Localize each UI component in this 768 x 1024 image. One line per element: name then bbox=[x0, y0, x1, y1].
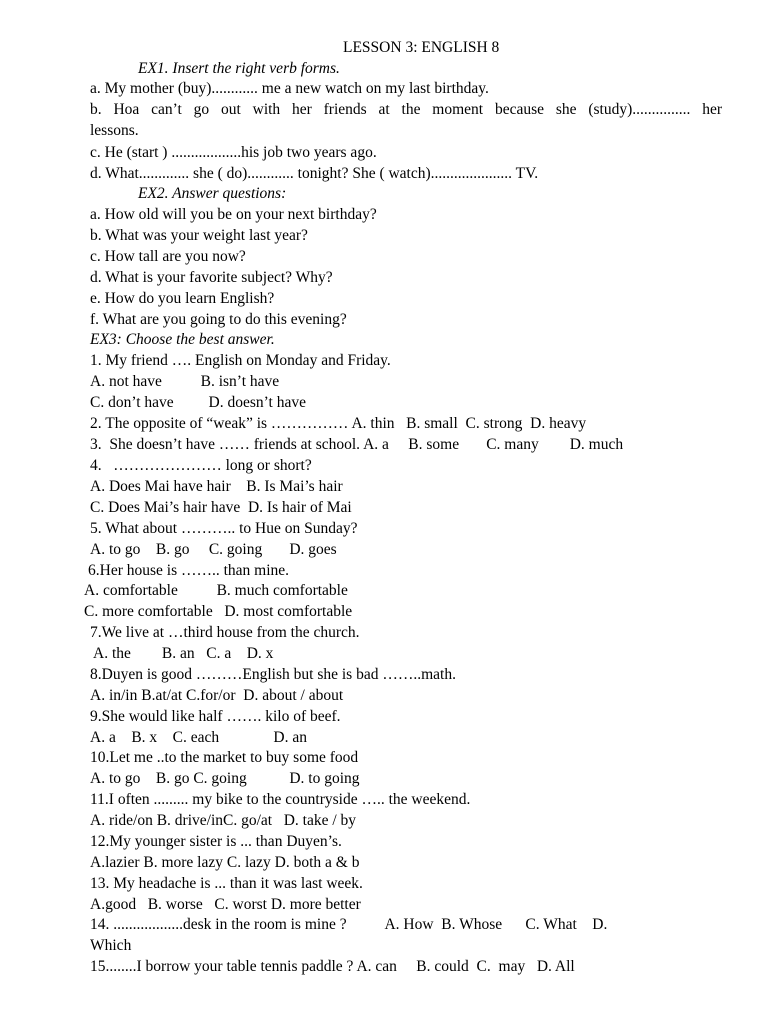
ex3-q4-options-cd: C. Does Mai’s hair have D. Is hair of Mai bbox=[90, 499, 352, 516]
ex3-q10: 10.Let me ..to the market to buy some food bbox=[90, 749, 359, 766]
ex3-q6-options-cd: C. more comfortable D. most comfortable bbox=[84, 603, 353, 620]
ex3-q8: 8.Duyen is good ………English but she is bad ……..math. bbox=[90, 666, 456, 683]
ex3-q13-options: A.good B. worse C. worst D. more better bbox=[90, 896, 361, 913]
ex3-q11-options: A. ride/on B. drive/inC. go/at D. take / by bbox=[90, 812, 357, 829]
ex3-q15: 15........I borrow your table tennis paddle ? A. can B. could C. may D. All bbox=[90, 958, 575, 975]
ex1-item-b-line1: b. Hoa can’t go out with her friends at the moment because she (study)............... her bbox=[90, 101, 722, 118]
lesson-title: LESSON 3: ENGLISH 8 bbox=[343, 39, 500, 56]
ex3-q7-options: A. the B. an C. a D. x bbox=[90, 645, 274, 662]
ex3-q5: 5. What about ……….. to Hue on Sunday? bbox=[90, 520, 358, 537]
ex3-q12-options: A.lazier B. more lazy C. lazy D. both a & b bbox=[90, 854, 360, 871]
ex3-q6: 6.Her house is …….. than mine. bbox=[88, 562, 290, 579]
ex3-q9: 9.She would like half ……. kilo of beef. bbox=[90, 708, 341, 725]
ex3-q1-options-cd: C. don’t have D. doesn’t have bbox=[90, 394, 306, 411]
ex3-q6-options-ab: A. comfortable B. much comfortable bbox=[84, 582, 348, 599]
ex3-q5-options: A. to go B. go C. going D. goes bbox=[90, 541, 337, 558]
ex3-q7: 7.We live at …third house from the church. bbox=[90, 624, 360, 641]
ex2-item-a: a. How old will you be on your next birthday? bbox=[90, 206, 377, 223]
ex1-item-b-line2: lessons. bbox=[90, 122, 139, 139]
ex2-item-b: b. What was your weight last year? bbox=[90, 227, 308, 244]
ex3-q9-options: A. a B. x C. each D. an bbox=[90, 729, 307, 746]
ex3-q3: 3. She doesn’t have …… friends at school. A. a B. some C. many D. much bbox=[90, 436, 624, 453]
ex2-item-d: d. What is your favorite subject? Why? bbox=[90, 269, 333, 286]
ex3-q12: 12.My younger sister is ... than Duyen’s. bbox=[90, 833, 342, 850]
ex2-item-c: c. How tall are you now? bbox=[90, 248, 246, 265]
ex2-item-f: f. What are you going to do this evening? bbox=[90, 311, 347, 328]
ex3-q1-options-ab: A. not have B. isn’t have bbox=[90, 373, 280, 390]
ex1-item-d: d. What............. she ( do)............ tonight? She ( watch)..................... TV. bbox=[90, 165, 539, 182]
ex3-q8-options: A. in/in B.at/at C.for/or D. about / about bbox=[90, 687, 344, 704]
ex1-item-a: a. My mother (buy)............ me a new watch on my last birthday. bbox=[90, 80, 489, 97]
ex1-item-c: c. He (start ) ..................his job two years ago. bbox=[90, 144, 377, 161]
ex3-q4: 4. ………………… long or short? bbox=[90, 457, 312, 474]
ex3-q2: 2. The opposite of “weak” is …………… A. thin B. small C. strong D. heavy bbox=[90, 415, 587, 432]
ex2-heading: EX2. Answer questions: bbox=[138, 185, 287, 202]
ex1-heading: EX1. Insert the right verb forms. bbox=[138, 60, 340, 77]
ex3-q13: 13. My headache is ... than it was last week. bbox=[90, 875, 363, 892]
ex3-q11: 11.I often ......... my bike to the countryside ….. the weekend. bbox=[90, 791, 471, 808]
ex3-q1: 1. My friend …. English on Monday and Friday. bbox=[90, 352, 391, 369]
ex2-item-e: e. How do you learn English? bbox=[90, 290, 275, 307]
ex3-q4-options-ab: A. Does Mai have hair B. Is Mai’s hair bbox=[90, 478, 343, 495]
ex3-q14-line1: 14. ..................desk in the room is mine ? A. How B. Whose C. What D. bbox=[90, 916, 608, 933]
ex3-q14-line2: Which bbox=[90, 937, 132, 954]
ex3-q10-options: A. to go B. go C. going D. to going bbox=[90, 770, 360, 787]
ex3-heading: EX3: Choose the best answer. bbox=[90, 331, 275, 348]
